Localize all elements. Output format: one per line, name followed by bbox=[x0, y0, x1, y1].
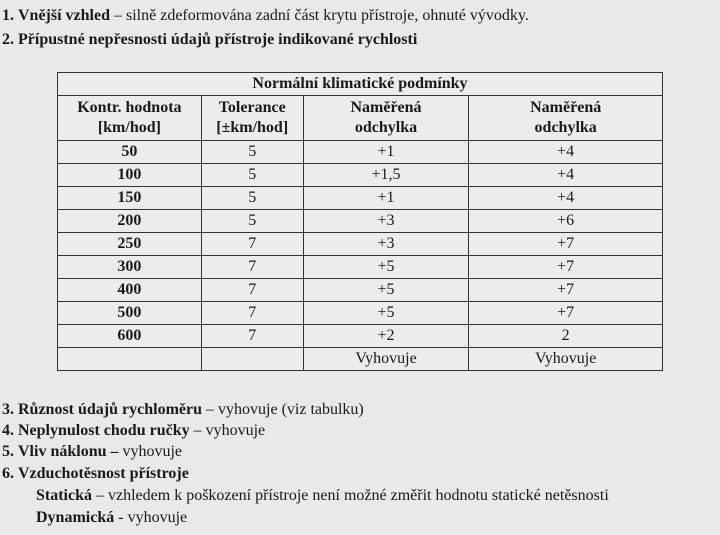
subitem-staticka-label: Statická bbox=[36, 487, 92, 504]
cell-tolerance: 7 bbox=[201, 302, 303, 325]
item-5-label: Vliv náklonu – bbox=[18, 443, 119, 460]
table-row bbox=[58, 279, 663, 302]
item-6-label: Vzduchotěsnost přístroje bbox=[18, 465, 189, 482]
table-row bbox=[58, 325, 663, 348]
item-1-sep: – bbox=[110, 7, 126, 24]
item-2-label: Přípustné nepřesnosti údajů přístroje indikované rychlosti bbox=[18, 31, 418, 48]
item-6-num: 6. bbox=[2, 465, 14, 482]
cell-odchylka-1: +5 bbox=[303, 256, 469, 279]
cell-odchylka-2: +7 bbox=[469, 256, 663, 279]
header-kontr-hodnota: Kontr. hodnota [km/hod] bbox=[58, 96, 202, 141]
cell-odchylka-2: +7 bbox=[469, 233, 663, 256]
table-row bbox=[58, 256, 663, 279]
table-row bbox=[58, 348, 663, 371]
cell-odchylka-2: +4 bbox=[469, 164, 663, 187]
cell-odchylka-1: +1,5 bbox=[303, 164, 469, 187]
item-1-text: silně zdeformována zadní část krytu přístroje, ohnuté vývodky. bbox=[126, 7, 529, 24]
table-title: Normální klimatické podmínky bbox=[58, 73, 663, 96]
cell-tolerance: 5 bbox=[201, 210, 303, 233]
cell-tolerance: 7 bbox=[201, 325, 303, 348]
item-1 bbox=[2, 6, 529, 26]
cell-kontr-hodnota: 100 bbox=[58, 164, 202, 187]
item-3-label: Různost údajů rychloměru bbox=[18, 401, 203, 418]
cell-odchylka-2: 2 bbox=[469, 325, 663, 348]
header-namerena-odchylka-1: Naměřená odchylka bbox=[303, 96, 469, 141]
subitem-staticka-sep: – bbox=[92, 487, 108, 504]
cell-kontr-hodnota bbox=[58, 348, 202, 371]
cell-tolerance: 5 bbox=[201, 141, 303, 164]
header-tolerance: Tolerance [±km/hod] bbox=[201, 96, 303, 141]
table-row bbox=[58, 164, 663, 187]
cell-odchylka-2: Vyhovuje bbox=[469, 348, 663, 371]
table-row bbox=[58, 302, 663, 325]
cell-kontr-hodnota: 300 bbox=[58, 256, 202, 279]
cell-kontr-hodnota: 500 bbox=[58, 302, 202, 325]
cell-tolerance: 5 bbox=[201, 164, 303, 187]
cell-odchylka-1: +3 bbox=[303, 233, 469, 256]
cell-odchylka-1: +5 bbox=[303, 279, 469, 302]
item-3-sep: – bbox=[202, 401, 219, 418]
cell-odchylka-1: Vyhovuje bbox=[303, 348, 469, 371]
cell-tolerance: 5 bbox=[201, 187, 303, 210]
cell-kontr-hodnota: 600 bbox=[58, 325, 202, 348]
subitem-dynamicka-sep: - bbox=[114, 509, 128, 526]
item-4-sep: – bbox=[189, 422, 206, 439]
item-6 bbox=[2, 464, 189, 484]
table-row bbox=[58, 210, 663, 233]
subitem-dynamicka bbox=[36, 508, 187, 528]
cell-odchylka-2: +6 bbox=[469, 210, 663, 233]
subitem-staticka-text: vzhledem k poškození přístroje není možné změřit hodnotu statické netěsnosti bbox=[108, 487, 609, 504]
cell-kontr-hodnota: 400 bbox=[58, 279, 202, 302]
cell-odchylka-2: +4 bbox=[469, 187, 663, 210]
cell-odchylka-1: +1 bbox=[303, 187, 469, 210]
cell-tolerance: 7 bbox=[201, 279, 303, 302]
table-row bbox=[58, 233, 663, 256]
cell-kontr-hodnota: 250 bbox=[58, 233, 202, 256]
item-3-text: vyhovuje (viz tabulku) bbox=[218, 401, 364, 418]
cell-odchylka-2: +7 bbox=[469, 302, 663, 325]
item-4 bbox=[2, 421, 265, 441]
cell-odchylka-1: +5 bbox=[303, 302, 469, 325]
item-1-num: 1. bbox=[2, 7, 14, 24]
item-4-text: vyhovuje bbox=[205, 422, 266, 439]
cell-odchylka-2: +4 bbox=[469, 141, 663, 164]
cell-tolerance: 7 bbox=[201, 233, 303, 256]
table-body bbox=[58, 141, 663, 371]
cell-odchylka-1: +2 bbox=[303, 325, 469, 348]
cell-odchylka-1: +3 bbox=[303, 210, 469, 233]
subitem-dynamicka-text: vyhovuje bbox=[127, 509, 188, 526]
cell-tolerance: 7 bbox=[201, 256, 303, 279]
item-5 bbox=[2, 442, 182, 462]
cell-kontr-hodnota: 150 bbox=[58, 187, 202, 210]
item-3 bbox=[2, 400, 364, 420]
table-row bbox=[58, 187, 663, 210]
cell-kontr-hodnota: 50 bbox=[58, 141, 202, 164]
item-1-label: Vnější vzhled bbox=[18, 7, 110, 24]
measurement-table bbox=[57, 72, 663, 371]
item-5-num: 5. bbox=[2, 443, 14, 460]
item-4-num: 4. bbox=[2, 422, 14, 439]
table-row bbox=[58, 141, 663, 164]
item-2 bbox=[2, 30, 417, 50]
cell-kontr-hodnota: 200 bbox=[58, 210, 202, 233]
item-5-text: vyhovuje bbox=[122, 443, 183, 460]
item-2-num: 2. bbox=[2, 31, 14, 48]
item-3-num: 3. bbox=[2, 401, 14, 418]
cell-odchylka-1: +1 bbox=[303, 141, 469, 164]
item-4-label: Neplynulost chodu ručky bbox=[18, 422, 190, 439]
cell-tolerance bbox=[201, 348, 303, 371]
subitem-staticka bbox=[36, 486, 609, 506]
subitem-dynamicka-label: Dynamická bbox=[36, 509, 115, 526]
cell-odchylka-2: +7 bbox=[469, 279, 663, 302]
header-namerena-odchylka-2: Naměřená odchylka bbox=[469, 96, 663, 141]
